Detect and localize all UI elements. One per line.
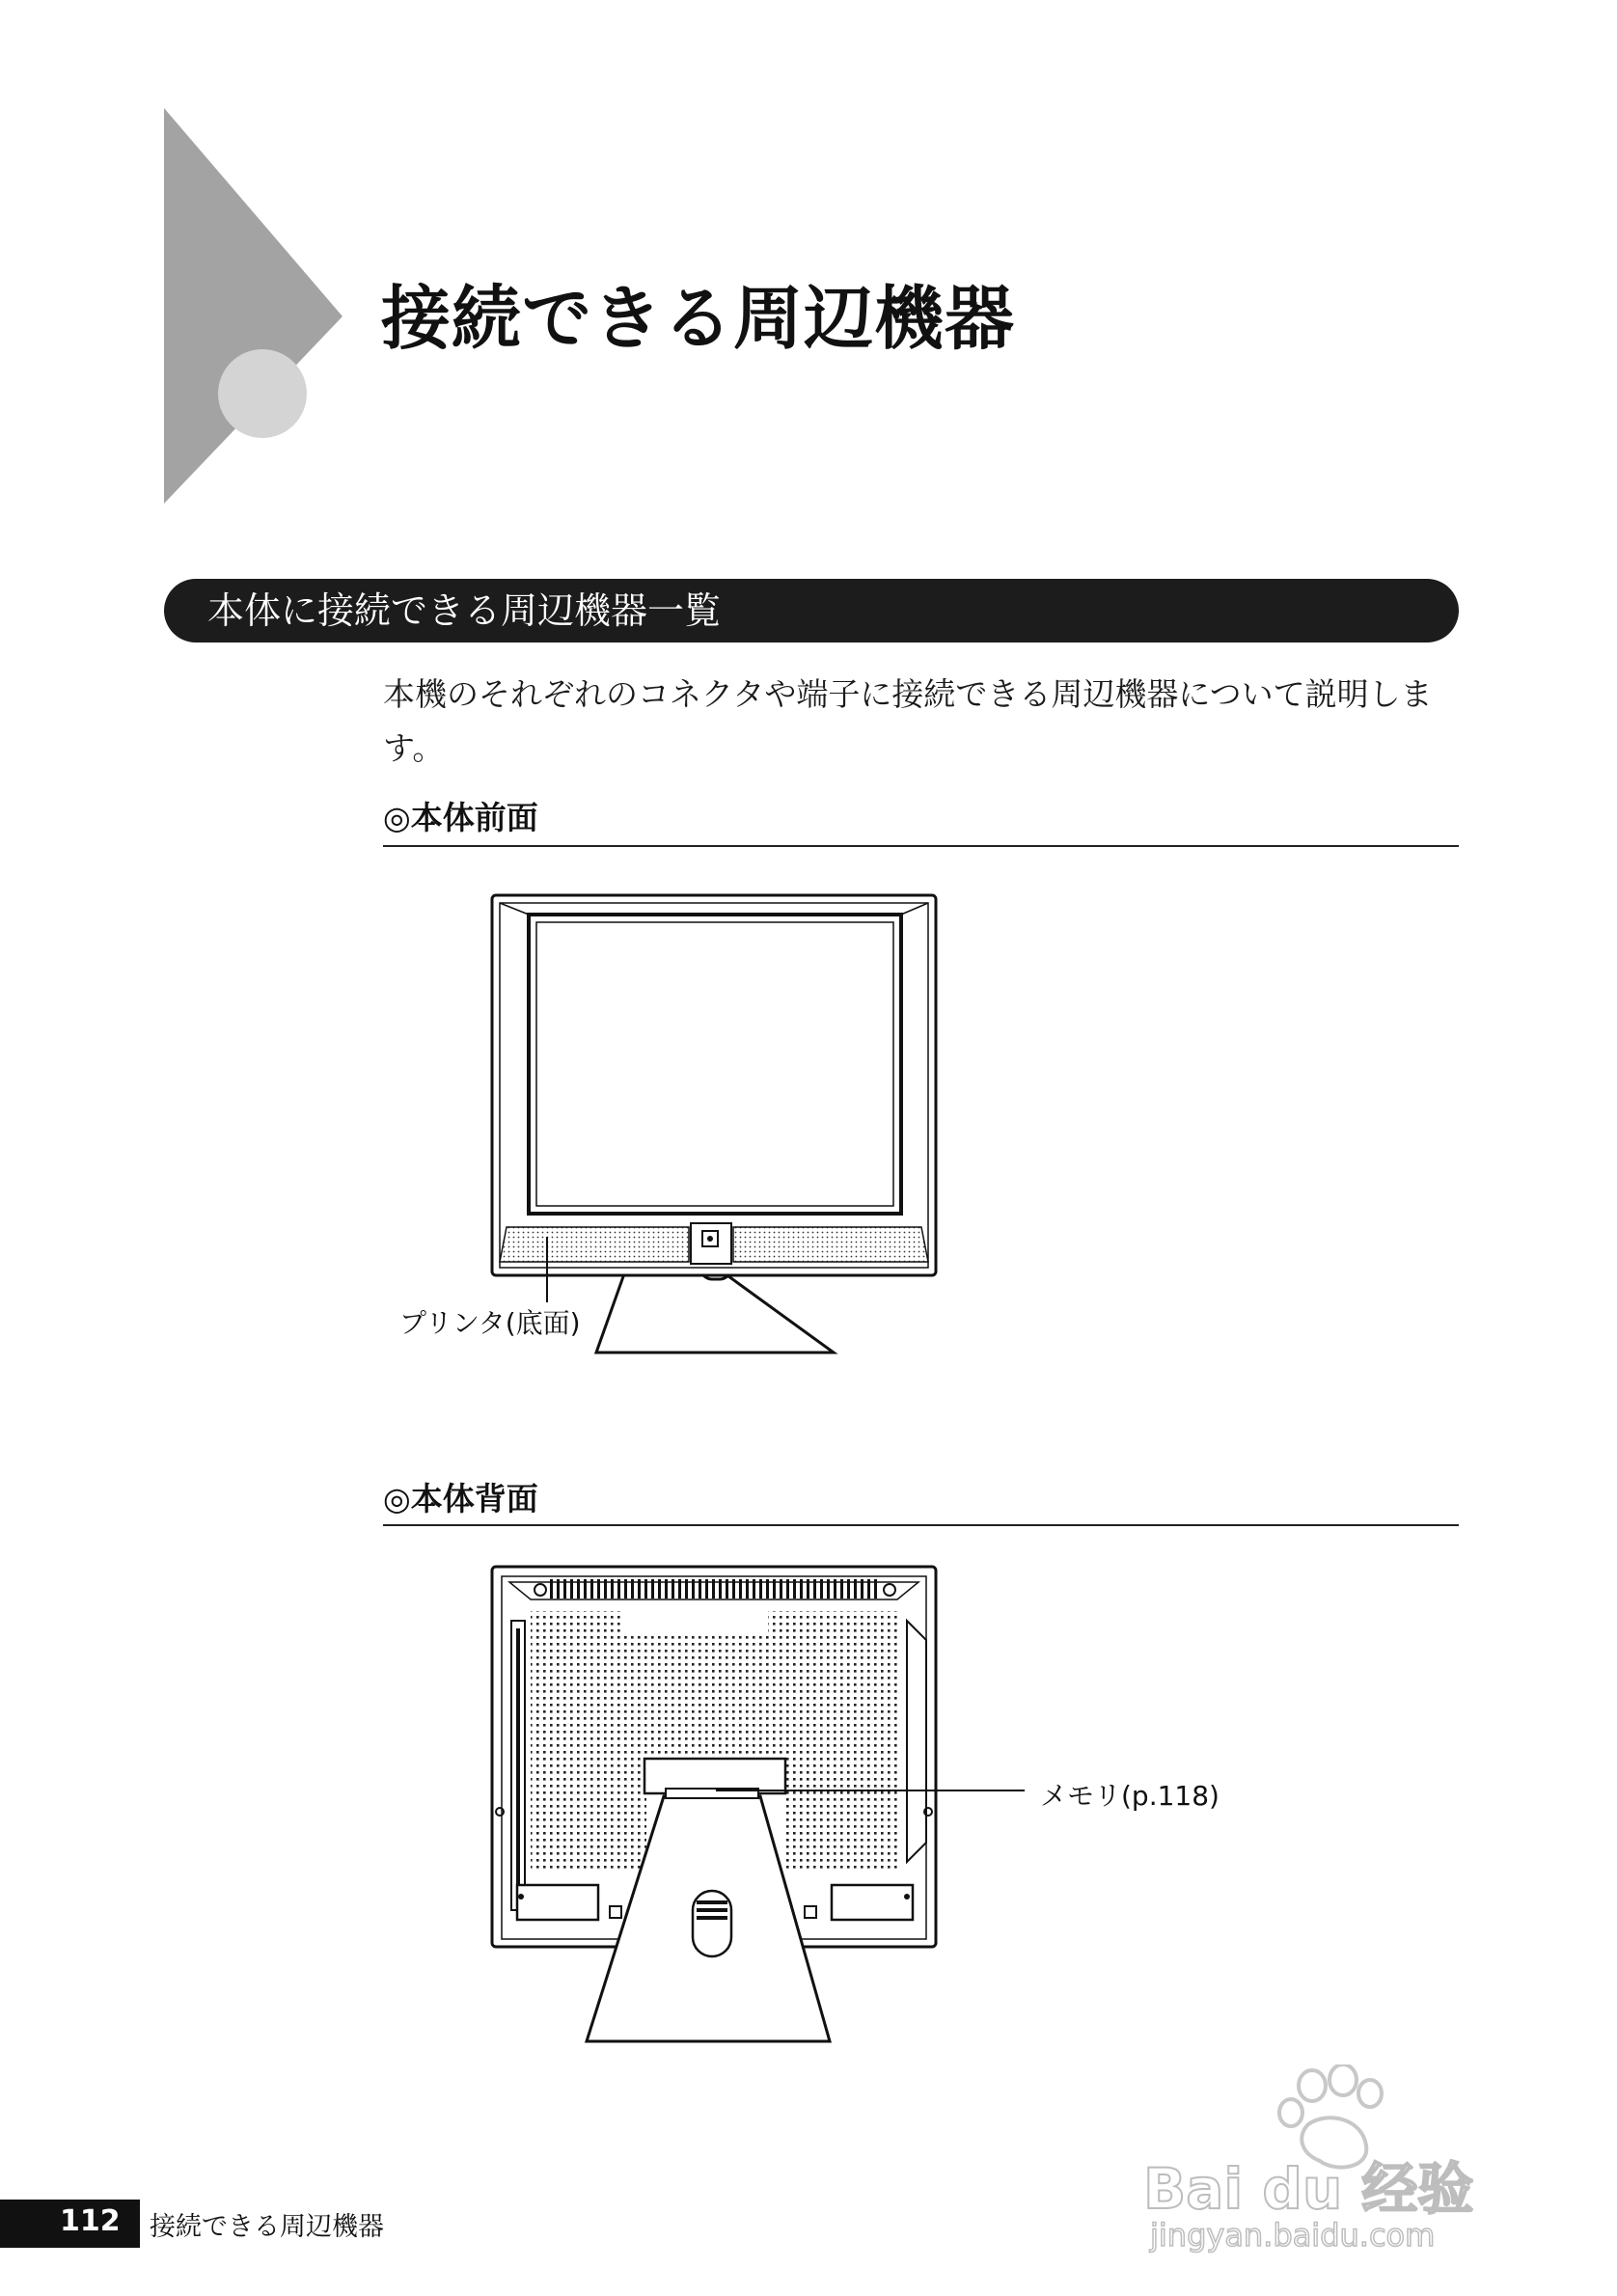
- footer-running-title: 接続できる周辺機器: [150, 2212, 384, 2242]
- watermark-brand: Bai du 经验: [1143, 2156, 1474, 2222]
- front-outer-frame: [492, 895, 936, 1275]
- rear-top-vents: [550, 1579, 878, 1599]
- watermark-url: jingyan.baidu.com: [1150, 2217, 1436, 2254]
- section-title: 本体に接続できる周辺機器一覧: [207, 589, 722, 632]
- rear-heading-rule: [383, 1524, 1459, 1526]
- chapter-title: 接続できる周辺機器: [381, 278, 1016, 359]
- memory-callout-label: メモリ(p.118): [1040, 1780, 1220, 1812]
- chapter-decoration: [0, 0, 386, 540]
- chapter-triangle-shape: [164, 108, 343, 504]
- baidu-watermark: [1138, 2064, 1544, 2257]
- front-speaker-left: [500, 1227, 689, 1262]
- front-speaker-right: [733, 1227, 928, 1262]
- rear-heading: ◎本体背面: [383, 1480, 538, 1517]
- front-heading-rule: [383, 845, 1459, 847]
- footer-page-number: 112: [60, 2204, 121, 2238]
- chapter-circle-shape: [218, 349, 307, 438]
- intro-paragraph: 本機のそれぞれのコネクタや端子に接続できる周辺機器について説明します。: [383, 675, 1433, 767]
- front-heading: ◎本体前面: [383, 799, 538, 836]
- front-power-panel: [691, 1223, 731, 1264]
- printer-callout-label: プリンタ(底面): [399, 1307, 581, 1339]
